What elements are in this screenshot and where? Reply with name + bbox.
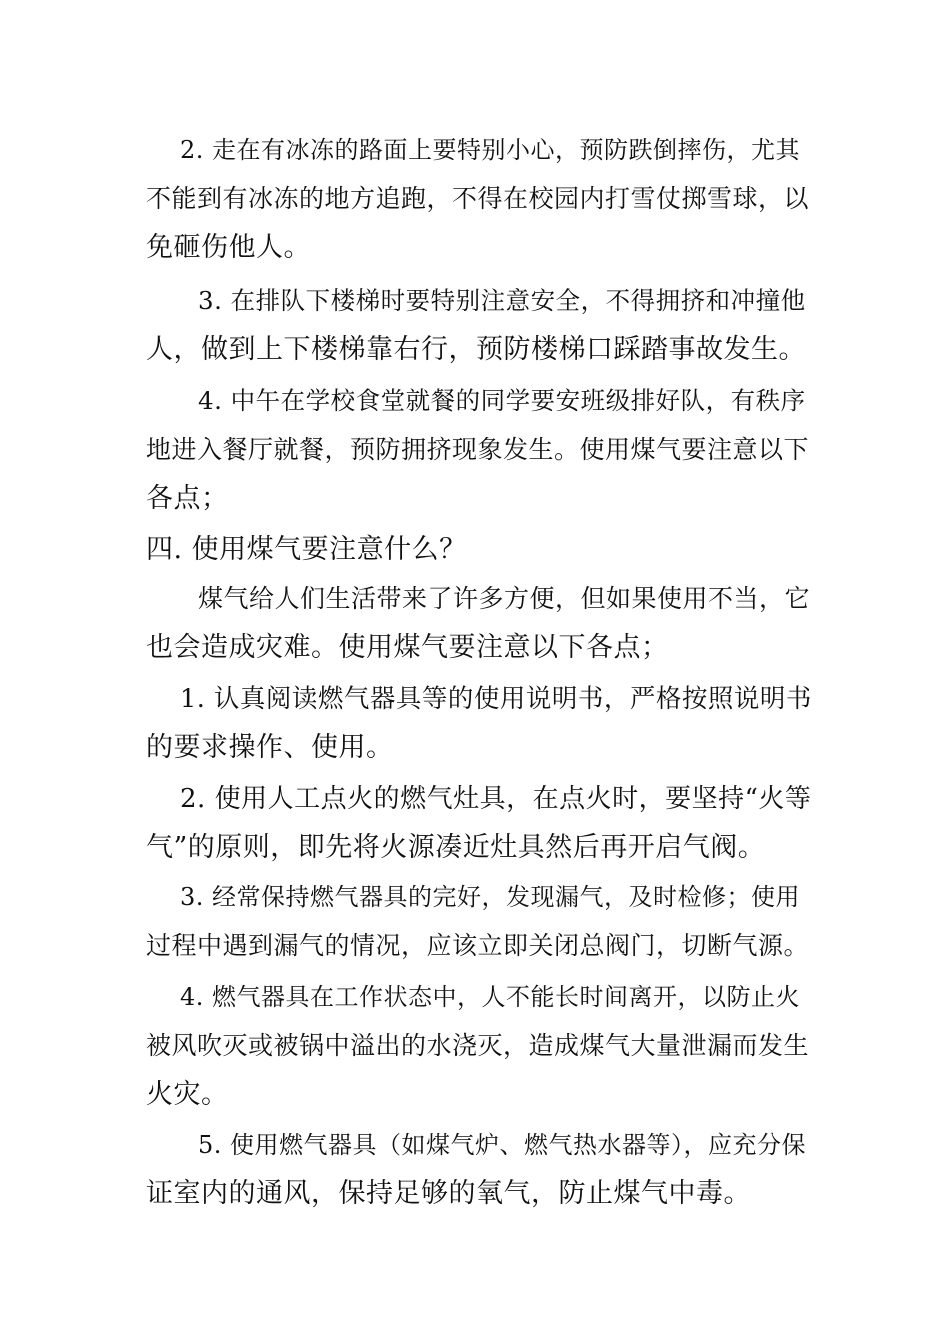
item-4-line-1: 4. 中午在学校食堂就餐的同学要安班级排好队，有秩序: [198, 386, 806, 415]
gas-5-line-1: 5. 使用燃气器具（如煤气炉、燃气热水器等），应充分保: [198, 1131, 807, 1159]
gas-1-line-2: 的要求操作、使用。: [146, 732, 394, 763]
gas-4-line-2: 被风吹灭或被锅中溢出的水浇灭，造成煤气大量泄漏而发生: [146, 1031, 810, 1060]
item-2-line-1: 2. 走在有冰冻的路面上要特别小心，预防跌倒摔伤，尤其: [180, 136, 801, 164]
gas-3-line-1: 3. 经常保持燃气器具的完好，发现漏气，及时检修；使用: [180, 883, 801, 911]
gas-2-line-2: 气”的原则，即先将火源凑近灶具然后再开启气阀。: [146, 832, 766, 863]
section-heading: 四. 使用煤气要注意什么？: [146, 534, 467, 565]
gas-2-line-1: 2. 使用人工点火的燃气灶具，在点火时，要坚持“火等: [180, 784, 812, 814]
gas-5-line-2: 证室内的通风，保持足够的氧气，防止煤气中毒。: [146, 1178, 751, 1209]
gas-1-line-1: 1. 认真阅读燃气器具等的使用说明书，严格按照说明书: [180, 684, 812, 714]
item-2-line-3: 免砸伤他人。: [146, 232, 311, 263]
item-2-line-2: 不能到有冰冻的地方追跑，不得在校园内打雪仗掷雪球，以: [146, 184, 810, 213]
gas-4-line-3: 火灾。: [146, 1079, 229, 1110]
item-3-line-1: 3. 在排队下楼梯时要特别注意安全，不得拥挤和冲撞他: [198, 286, 806, 315]
intro-line-2: 也会造成灾难。使用煤气要注意以下各点；: [146, 632, 669, 663]
item-4-line-2: 地进入餐厅就餐，预防拥挤现象发生。使用煤气要注意以下: [146, 435, 810, 464]
gas-3-line-2: 过程中遇到漏气的情况，应该立即关闭总阀门，切断气源。: [146, 931, 810, 960]
gas-4-line-1: 4. 燃气器具在工作状态中，人不能长时间离开，以防止火: [180, 983, 801, 1011]
intro-line-1: 煤气给人们生活带来了许多方便，但如果使用不当，它: [198, 584, 811, 613]
item-4-line-3: 各点；: [146, 483, 229, 514]
item-3-line-2: 人，做到上下楼梯靠右行，预防楼梯口踩踏事故发生。: [146, 334, 806, 365]
